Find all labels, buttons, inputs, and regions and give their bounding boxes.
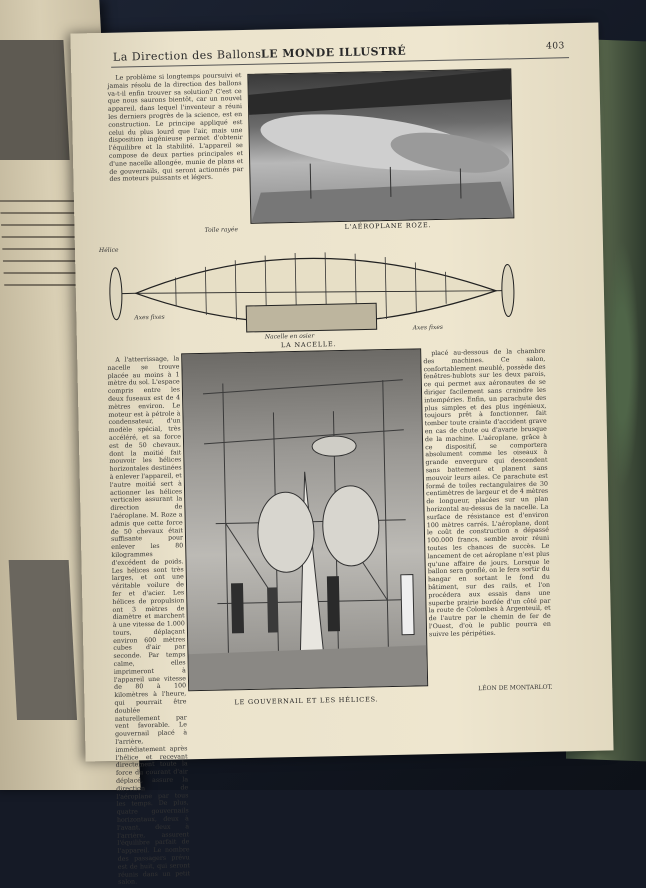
left-page-text-line bbox=[2, 248, 84, 250]
text-column-right bbox=[423, 348, 552, 686]
paragraph: Le problème si longtemps poursuivi et jamais résolu de la direction des ballons va-t-il enfin trouver sa solution? C'est ce que nous saurons bientôt, car un nouvel appareil, dans lequel l'inventeur a réuni les derniers progrès de la science, est en construction. Le principe appliqué est celui du plus lourd que l'air, mais une disposition ingénieuse permet d'obtenir l'équilibre et la stabilité. L'appareil se compose de deux parties principales et d'une nacelle allongée, munie de plans et de gouvernails, qui seront actionnés par des moteurs puissants et légers. bbox=[107, 72, 243, 184]
article-title-header: La Direction des Ballons bbox=[113, 48, 262, 64]
aeroplane-roze-photo bbox=[247, 68, 514, 223]
left-page-photo bbox=[0, 40, 70, 160]
left-page-text-line bbox=[4, 284, 84, 286]
diagram-label-axes-left: Axes fixes bbox=[134, 314, 164, 322]
hangar-illustration bbox=[248, 69, 513, 222]
text-column-left bbox=[107, 355, 187, 736]
diagram-label-top: Toile rayée bbox=[205, 226, 239, 234]
left-page-text-line bbox=[0, 200, 80, 202]
magazine-masthead: LE MONDE ILLUSTRÉ bbox=[261, 45, 407, 61]
author-signature: LÉON DE MONTARLOT. bbox=[478, 684, 552, 693]
diagram-label-nacelle: Nacelle en osier bbox=[265, 333, 315, 341]
left-page-photo-2 bbox=[9, 560, 77, 720]
diagram-label-helice: Hélice bbox=[99, 247, 119, 254]
paragraph: A l'atterrissage, la nacelle se trouve placée au moins à 1 mètre du sol. L'espace compris entre les deux fuseaux est de 4 mètres environ. Le moteur est à pétrole à condensateur, d'un modèle spécial, très accéléré, et sa force est de 50 chevaux, dont la moitié fait mouvoir les hélices horizontales destinées à enlever l'appareil, et l'autre moitié sert à actionner les hélices verticales assurant la direction de l'aéroplane. M. Roze a admis que cette force de 50 chevaux était suffisante pour enlever les 80 kilogrammes d'excédent de poids. Les hélices sont très larges, et ont une véritable voilure de fer et d'acier. Les hélices de propulsion ont 3 mètres de diamètre et marchent à une vitesse de 1.000 tours, déplaçant environ 600 mètres cubes d'air par seconde. Par temps calme, elles imprimeront à l'appareil une vitesse de 80 à 100 kilomètres à l'heure, qui pourrait être doublée naturellement par vent favorable. Le gouvernail placé à l'arrière, immédiatement après l'hélice et recevant directement toute la force du courant d'air déplacé, assure la direction de l'aéroplane par tous les temps. De plus, quatre gouvernails horizontaux, deux à l'avant, deux à l'arrière, assurent l'équilibre parfait de l'appareil. Le nombre des passagers prévu est de huit, qui seront réunis dans un petit salon. bbox=[107, 355, 190, 887]
page-number: 403 bbox=[546, 41, 565, 51]
left-page-text-line bbox=[1, 224, 86, 226]
caption-photo-2: LE GOUVERNAIL ET LES HÉLICES. bbox=[234, 695, 378, 706]
rudder-propellers-photo bbox=[181, 348, 428, 691]
text-column-top bbox=[107, 72, 244, 225]
diagram-label-axes-right: Axes fixes bbox=[413, 324, 443, 332]
caption-diagram: LA NACELLE. bbox=[281, 340, 337, 349]
magazine-page bbox=[70, 23, 613, 762]
scaffold-illustration bbox=[182, 349, 427, 690]
caption-photo-1: L'AÉROPLANE ROZE. bbox=[344, 221, 431, 231]
paragraph: placé au-dessous de la chambre des machines. Ce salon, confortablement meublé, possède des fenêtres-hublots sur les deux parois, ce qui permet aux aéronautes de se diriger facilement sans craindre les intempéries. Enfin, un parachute des plus simples et des plus ingénieux, toujours prêt à fonctionner, fait tomber toute crainte d'accident grave en cas de chute ou d'avarie brusque de la machine. L'aéroplane, grâce à ce dispositif, se comportera absolument comme les oiseaux à grande envergure qui descendent sans battement et planent sans mouvoir leurs ailes. Ce parachute est formé de toiles rectangulaires de 30 centimètres de largeur et de 4 mètres de longueur, placées sur un plan horizontal au-dessus de la nacelle. La surface de résistance est d'environ 100 mètres carrés. L'aéroplane, dont le coût de construction a dépassé 100.000 francs, semble avoir réuni toutes les chances de succès. Le lancement de cet aéroplane n'est plus qu'une affaire de jours. Lorsque le ballon sera gonflé, on le fera sortir du hangar en sortant le fond du bâtiment, sur des rails, et l'on procédera aux essais dans une superbe prairie bordée d'un côté par la route de Colombes à Argenteuil, et de l'autre par le chemin de fer de l'Ouest, d'où le public pourra en suivre les péripéties. bbox=[423, 348, 551, 639]
